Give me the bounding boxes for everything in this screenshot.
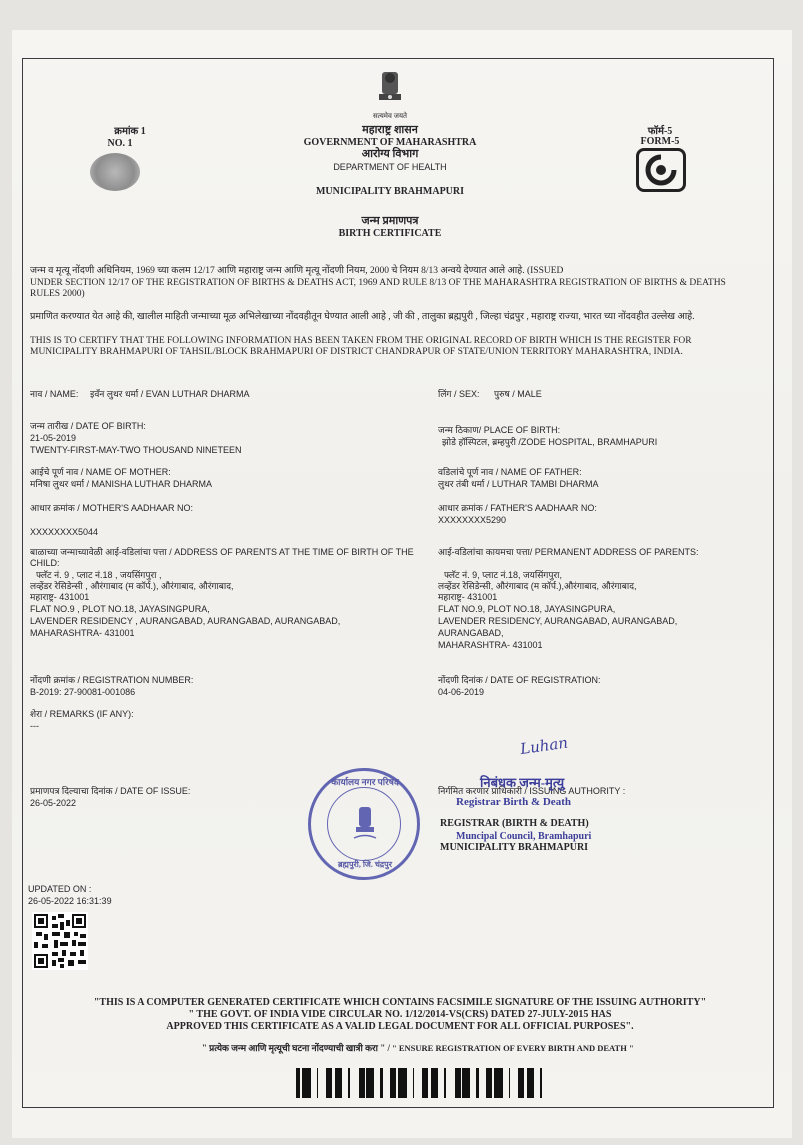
address-birth-en-2: LAVENDER RESIDENCY , AURANGABAD, AURANGABAD, AURANGABAD, [30, 616, 341, 626]
certificate-title: BIRTH CERTIFICATE [338, 228, 442, 239]
barcode-icon [296, 1068, 548, 1098]
address-perm-en-3: AURANGABAD, [438, 628, 504, 638]
address-birth-en-3: MAHARASHTRA- 431001 [30, 628, 135, 638]
footer-note-2: " THE GOVT. OF INDIA VIDE CIRCULAR NO. 1/12/2014-VS(CRS) DATED 27-JULY-2015 HAS [188, 1009, 612, 1020]
dob-value: 21-05-2019 [30, 433, 77, 443]
address-perm-en-4: MAHARASHTRA- 431001 [438, 640, 543, 650]
sex-value: पुरुष / MALE [494, 389, 542, 399]
mother-label: आईचे पूर्ण नाव / NAME OF MOTHER: [30, 467, 171, 477]
authority-line-2: Muncipal Council, Bramhapuri [456, 831, 592, 842]
qr-code-icon [32, 912, 88, 970]
gov-mr: महाराष्ट्र शासन [362, 124, 418, 136]
dob-words: TWENTY-FIRST-MAY-TWO THOUSAND NINETEEN [30, 445, 242, 455]
authority-sign-mr: निबंधक जन्म-मृत्यु [480, 775, 565, 790]
address-birth-mr-2: लव्हेंडर रेसिडेन्सी , औरंगाबाद (म कॉर्प.), औरंगाबाद, औरंगाबाद, [30, 581, 234, 591]
address-perm-mr-1: फ्लॅट नं. 9, प्लाट नं.18, जयसिंगपुरा, [444, 570, 562, 580]
intro-para-1-en: UNDER SECTION 12/17 OF THE REGISTRATION OF BIRTHS & DEATHS ACT, 1969 AND RULE 8/13 OF THE MAHARASHTRA REGISTRATION OF BIRTHS & DEATHS RULES 2000) [30, 278, 726, 299]
address-perm-en-2: LAVENDER RESIDENCY, AURANGABAD, AURANGABAD, [438, 616, 678, 626]
crs-logo-icon [636, 148, 686, 192]
slogan-en: " ENSURE REGISTRATION OF EVERY BIRTH AND DEATH " [392, 1043, 634, 1053]
footer-note-1: "THIS IS A COMPUTER GENERATED CERTIFICATE WHICH CONTAINS FACSIMILE SIGNATURE OF THE ISSUING AUTHORITY" [93, 997, 707, 1008]
stamp-emblem-icon [351, 805, 379, 841]
stamp-ring-top: कार्यालय नगर परिषद [331, 777, 399, 787]
remarks-value: --- [30, 721, 39, 731]
authority-line-1: REGISTRAR (BIRTH & DEATH) [440, 818, 589, 829]
issue-date-value: 26-05-2022 [30, 798, 77, 808]
municipality-title: MUNICIPALITY BRAHMAPURI [315, 186, 465, 197]
official-stamp [308, 768, 420, 880]
registration-number-label: नोंदणी क्रमांक / REGISTRATION NUMBER: [30, 675, 194, 685]
pob-value: झोडे हॉस्पिटल, ब्रम्हपुरी /ZODE HOSPITAL, BRAMHAPURI [442, 437, 658, 447]
krmank-en: NO. 1 [107, 138, 133, 149]
remarks-label: शेरा / REMARKS (IF ANY): [30, 709, 134, 719]
father-aadhaar-value: XXXXXXXX5290 [438, 515, 507, 525]
pob-label: जन्म ठिकाण/ PLACE OF BIRTH: [438, 425, 561, 435]
name-label: नाव / NAME: [30, 389, 79, 399]
registration-date-value: 04-06-2019 [438, 687, 485, 697]
dept-en: DEPARTMENT OF HEALTH [333, 162, 447, 172]
address-birth-mr-1: फ्लॅट नं. 9 , प्लाट नं.18 , जयसिंगपुरा , [36, 570, 162, 580]
slogan-mr: " प्रत्येक जन्म आणि मृत्यूची घटना नोंदण्याची खात्री करा " / [201, 1043, 390, 1053]
father-aadhaar-label: आधार क्रमांक / FATHER'S AADHAAR NO: [438, 503, 597, 513]
father-value: लुथर तंबी धर्मा / LUTHAR TAMBI DHARMA [438, 479, 599, 489]
form-mr: फॉर्म-5 [647, 126, 673, 137]
stamp-ring-bottom: ब्रह्मपुरी, जि. चंद्रपुर [337, 860, 392, 869]
address-birth-label: बाळाच्या जन्माच्यावेळी आई-वडिलांचा पत्ता / ADDRESS OF PARENTS AT THE TIME OF BIRTH OF THE CHILD: [30, 547, 414, 568]
intro-para-2-mr: प्रमाणित करण्यात येत आहे की, खालील माहिती जन्माच्या मूळ अभिलेखाच्या नोंदवहीतून घेण्यात आली आहे , जी की , तालुका ब्रह्मपुरी , जिल्हा चंद्रपुर , महाराष्ट्र राज्या, भारत च्या नोंदवहीत उल्लेख आहे. [30, 312, 695, 322]
updated-label: UPDATED ON : [28, 884, 92, 894]
footer-note-3: APPROVED THIS CERTIFICATE AS A VALID LEGAL DOCUMENT FOR ALL OFFICIAL PURPOSES". [166, 1021, 634, 1032]
issue-date-label: प्रमाणपत्र दिल्याचा दिनांक / DATE OF ISSUE: [30, 786, 191, 796]
father-label: वडिलांचे पूर्ण नाव / NAME OF FATHER: [438, 467, 582, 477]
mother-aadhaar-label: आधार क्रमांक / MOTHER'S AADHAAR NO: [30, 503, 194, 513]
registration-date-label: नोंदणी दिनांक / DATE OF REGISTRATION: [438, 675, 601, 685]
emblem-caption: सत्यमेव जयते [372, 113, 408, 120]
dept-mr: आरोग्य विभाग [361, 148, 419, 160]
name-value: इवँन लुथर धर्मा / EVAN LUTHAR DHARMA [90, 389, 250, 399]
form-en: FORM-5 [640, 136, 680, 147]
address-perm-mr-3: महाराष्ट्र- 431001 [438, 592, 498, 602]
state-seal-icon [90, 153, 140, 191]
gov-en: GOVERNMENT OF MAHARASHTRA [303, 137, 477, 148]
intro-para-2-en: THIS IS TO CERTIFY THAT THE FOLLOWING INFORMATION HAS BEEN TAKEN FROM THE ORIGINAL RECORD OF BIRTH WHICH IS THE REGISTER FOR MUNICIPALITY BRAHMAPURI OF TAHSIL/BLOCK BRAHMAPURI OF DISTRICT CHANDRAPUR OF STATE/UNION TERRITORY MAHARASHTRA, INDIA. [30, 336, 692, 357]
intro-para-1-mr: जन्म व मृत्यू नोंदणी अधिनियम, 1969 च्या कलम 12/17 आणि महाराष्ट्र जन्म आणि मृत्यू नोंदणी नियम, 2000 चे नियम 8/13 अन्वये देण्यात आले आहे. (ISSUED [30, 266, 564, 276]
registration-number-value: B-2019: 27-90081-001086 [30, 687, 136, 697]
national-emblem-icon [370, 68, 410, 110]
address-birth-mr-3: महाराष्ट्र- 431001 [30, 592, 90, 602]
mother-value: मनिषा लुथर धर्मा / MANISHA LUTHAR DHARMA [30, 479, 213, 489]
address-birth-en-1: FLAT NO.9 , PLOT NO.18, JAYASINGPURA, [30, 604, 210, 614]
certificate-title-mr: जन्म प्रमाणपत्र [361, 215, 419, 227]
authority-line-3: MUNICIPALITY BRAHMAPURI [440, 842, 589, 853]
facsimile-signature: Luhan [519, 733, 569, 759]
dob-label: जन्म तारीख / DATE OF BIRTH: [30, 421, 146, 431]
authority-sign-en: Registrar Birth & Death [456, 796, 571, 808]
address-perm-en-1: FLAT NO.9, PLOT NO.18, JAYASINGPURA, [438, 604, 616, 614]
address-perm-label: आई-वडिलांचा कायमचा पत्ता/ PERMANENT ADDRESS OF PARENTS: [438, 547, 699, 557]
mother-aadhaar-value: XXXXXXXX5044 [30, 527, 99, 537]
updated-value: 26-05-2022 16:31:39 [28, 896, 112, 906]
krmank-mr: क्रमांक 1 [114, 126, 146, 137]
sex-label: लिंग / SEX: [438, 389, 480, 399]
issuing-authority-label: निर्गमित करणार प्राधिकारी / ISSUING AUTHORITY : [438, 786, 626, 796]
address-perm-mr-2: लव्हेंडर रेसिडेन्सी, औरंगाबाद (म कॉर्प.),औरंगाबाद, औरंगाबाद, [438, 581, 637, 591]
